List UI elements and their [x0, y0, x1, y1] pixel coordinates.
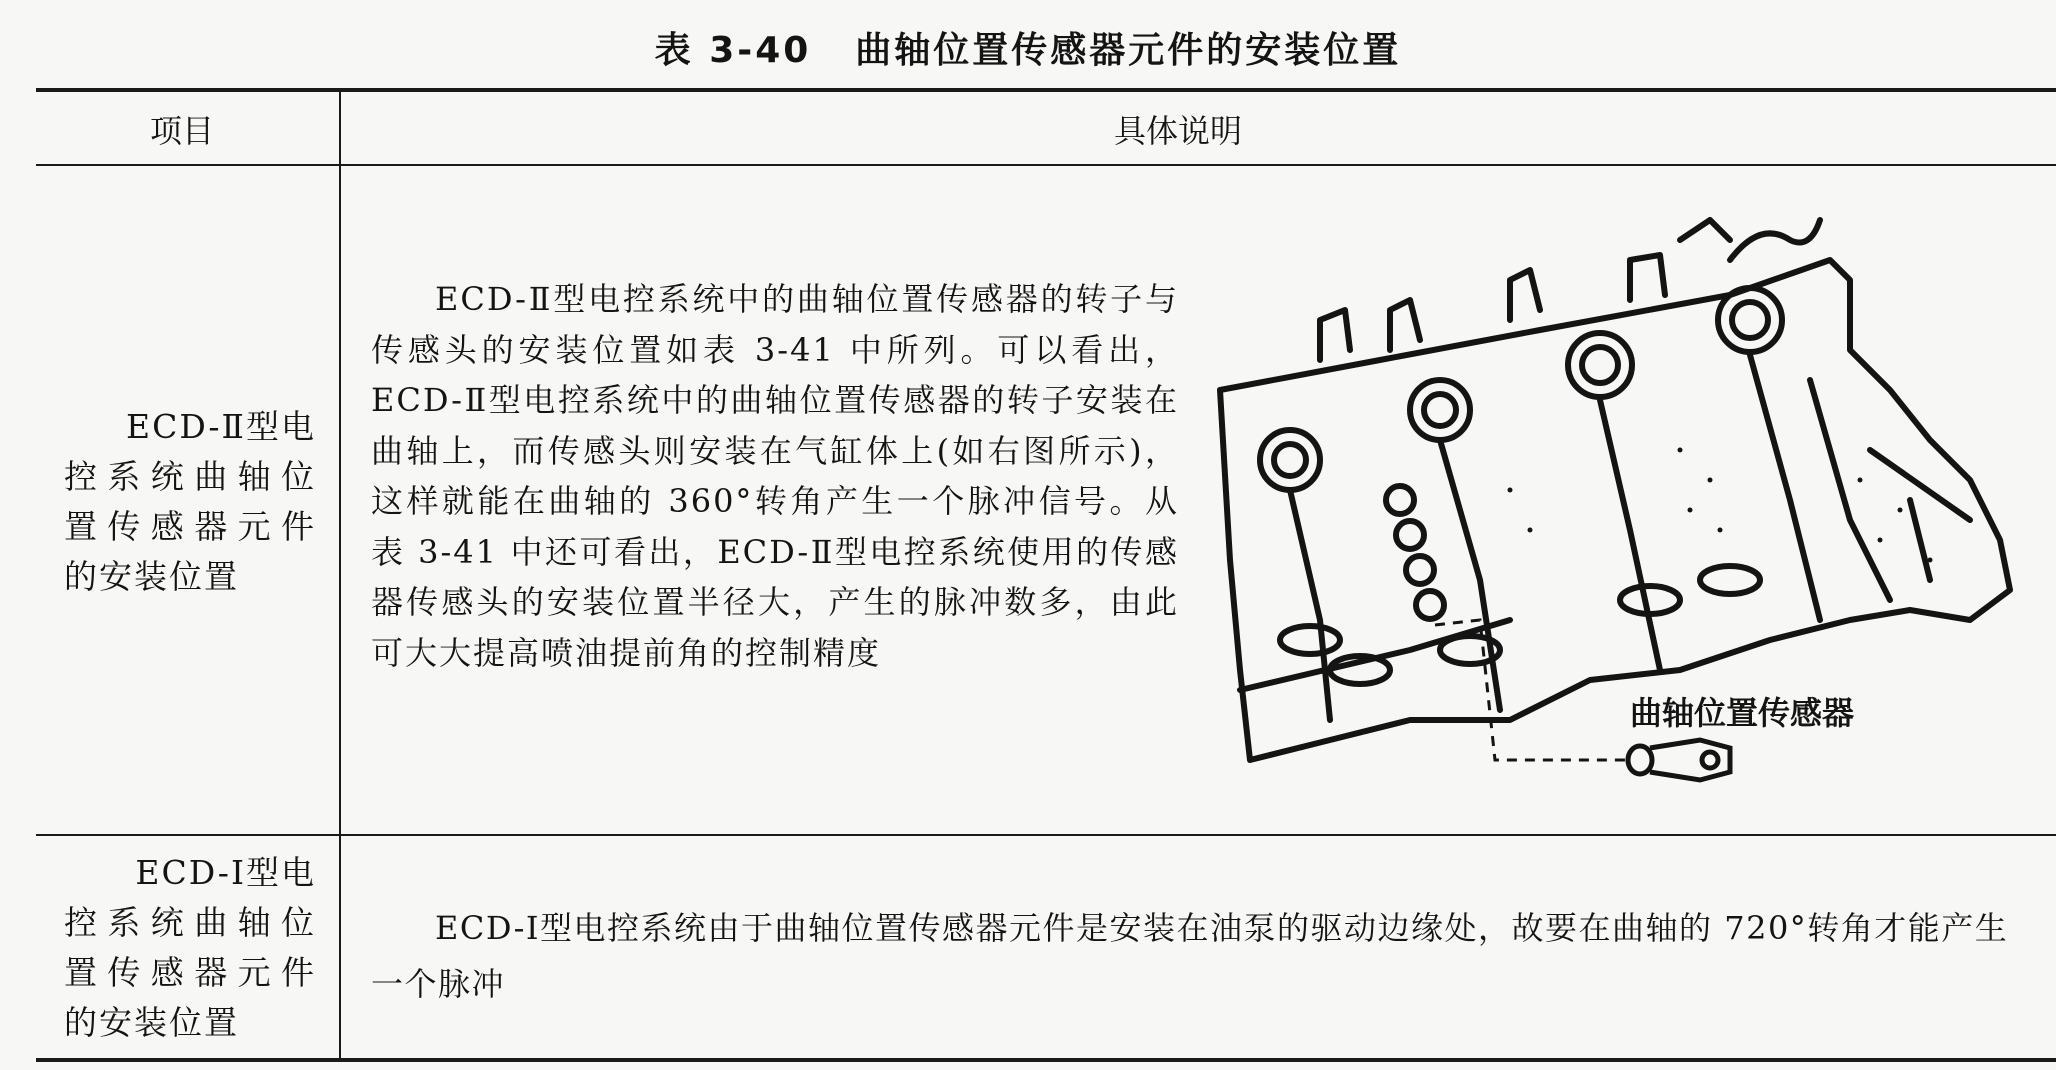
- column-divider: [339, 90, 341, 1060]
- row1-item-line: 置传感器元件: [64, 507, 316, 546]
- table-title: 曲轴位置传感器元件的安装位置: [855, 30, 1402, 71]
- row1-description: ECD-Ⅱ型电控系统中的曲轴位置传感器的转子与传感头的安装位置如表 3-41 中所列。可以看出，ECD-Ⅱ型电控系统中的曲轴位置传感器的转子安装在曲轴上，而传感头则安装在气缸体上(如右图所示)，这样就能在曲轴的 360°转角产生一个脉冲信号。从表 3-41 中还可看出，ECD-Ⅱ型电控系统使用的传感器传感头的安装位置半径大，产生的脉冲数多，由此可大大提高喷油提前角的控制精度: [371, 280, 1179, 672]
- engine-block-illustration: [1210, 200, 2040, 800]
- header-item: 项目: [150, 112, 215, 150]
- row2-item-line: 置传感器元件: [64, 953, 316, 992]
- row1-item: [64, 402, 316, 602]
- row2-item: [64, 848, 316, 1048]
- header-description: 具体说明: [1114, 112, 1243, 150]
- sensor-label: 曲轴位置传感器: [1630, 694, 1855, 732]
- row2-item-line: 的安装位置: [64, 1003, 239, 1042]
- row1-item-line: 的安装位置: [64, 557, 239, 596]
- row2-item-line: 控系统曲轴位: [64, 903, 316, 942]
- row1-item-line: 控系统曲轴位: [64, 457, 316, 496]
- table-caption: [0, 22, 2056, 73]
- row2-description: ECD-Ⅰ型电控系统由于曲轴位置传感器元件是安装在油泵的驱动边缘处，故要在曲轴的 720°转角才能产生一个脉冲: [371, 909, 2009, 1003]
- row2-item-line: ECD-Ⅰ型电: [135, 853, 316, 892]
- row1-item-line: ECD-Ⅱ型电: [126, 407, 316, 446]
- table-number: 表 3-40: [654, 30, 812, 71]
